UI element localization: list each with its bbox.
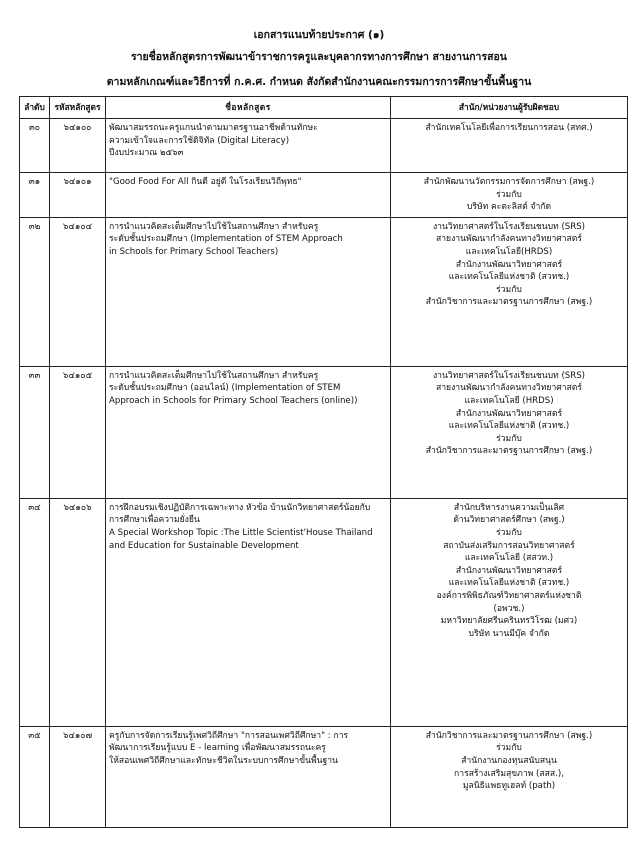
responsible-line: และเทคโนโลยี(HRDS) — [465, 246, 553, 257]
title-line: พัฒนาสมรรถนะครูแกนนำตามมาตรฐานอาชีพด้านทักษะ — [109, 123, 318, 133]
table-row — [20, 173, 628, 218]
responsible-line: (อพวช.) — [493, 603, 525, 614]
responsible-line: สำนักงานพัฒนาวิทยาศาสตร์ — [455, 565, 563, 576]
title-line: ระดับชั้นประถมศึกษา (ออนไลน์) (Implementation of STEM — [109, 383, 341, 394]
title-line: การฝึกอบรมเชิงปฏิบัติการเฉพาะทาง หัวข้อ บ้านนักวิทยาศาสตร์น้อยกับ — [109, 502, 371, 513]
column-header-responsible: สำนัก/หน่วยงานผู้รับผิดชอบ — [391, 97, 628, 119]
responsible-line: และเทคโนโลยีแห่งชาติ (สวทช.) — [448, 578, 570, 589]
responsible-line: มูลนิธิแพธทูเฮลท์ (path) — [462, 781, 556, 792]
responsible-line: ร่วมกับ — [496, 743, 522, 754]
title-line: and Education for Sustainable Development — [109, 540, 299, 551]
doc-title: รายชื่อหลักสูตรการพัฒนาข้าราชการครูและบุคลากรทางการศึกษา สายงานการสอน — [130, 51, 507, 63]
column-header-title: ชื่อหลักสูตร — [106, 97, 391, 119]
row-title-cell — [106, 366, 391, 498]
responsible-line: ร่วมกับ — [496, 284, 522, 295]
title-line: ให้สอนเพศวิถีศึกษาและทักษะชีวิตในระบบการศึกษาขั้นพื้นฐาน — [109, 755, 338, 766]
responsible-line: และเทคโนโลยี (สสวท.) — [464, 553, 554, 564]
column-header-code: รหัสหลักสูตร — [50, 97, 106, 119]
responsible-line: บริษัท คะตะลิสต์ จำกัด — [466, 202, 552, 213]
row-title-cell — [106, 217, 391, 366]
title-line: ระดับชั้นประถมศึกษา (Implementation of STEM Approach — [109, 234, 343, 245]
row-responsible-cell — [391, 366, 628, 498]
column-header-seq: ลำดับ — [20, 97, 50, 119]
title-line: ความเข้าใจและการใช้ดิจิทัล (Digital Literacy) — [109, 135, 290, 146]
responsible-line: ร่วมกับ — [496, 189, 522, 200]
row-code-cell: ๖๔๑๐๗ — [50, 726, 106, 827]
responsible-line: และเทคโนโลยีแห่งชาติ (สวทช.) — [448, 272, 570, 283]
title-line: การศึกษาเพื่อความยั่งยืน — [109, 515, 200, 526]
row-seq-cell: ๓๒ — [20, 217, 50, 366]
row-responsible-cell — [391, 498, 628, 726]
title-line: A Special Workshop Topic :The Little Scientist'House Thailand — [109, 527, 373, 538]
responsible-line: สายงานพัฒนากำลังคนทางวิทยาศาสตร์ — [435, 234, 582, 245]
table-row — [20, 119, 628, 173]
responsible-line: สำนักงานพัฒนาวิทยาศาสตร์ — [455, 408, 563, 419]
row-responsible-cell — [391, 119, 628, 173]
responsible-line: งานวิทยาศาสตร์ในโรงเรียนชนบท (SRS) — [432, 221, 586, 232]
title-line: ปีงบประมาณ ๒๕๖๓ — [109, 148, 184, 159]
responsible-line: สถาบันส่งเสริมการสอนวิทยาศาสตร์ — [443, 540, 575, 551]
title-line: Approach in Schools for Primary School Teachers (online)) — [109, 395, 358, 406]
responsible-line: ด้านวิทยาศาสตร์ศึกษา (สพฐ.) — [453, 515, 565, 526]
responsible-line: องค์การพิพิธภัณฑ์วิทยาศาสตร์แห่งชาติ — [436, 590, 582, 601]
row-code-cell: ๖๔๑๐๖ — [50, 498, 106, 726]
responsible-line: การสร้างเสริมสุขภาพ (สสส.), — [454, 768, 564, 779]
responsible-line: สำนักงานพัฒนาวิทยาศาสตร์ — [455, 259, 563, 270]
responsible-line: ร่วมกับ — [496, 433, 522, 444]
row-seq-cell: ๓๕ — [20, 726, 50, 827]
responsible-line: และเทคโนโลยีแห่งชาติ (สวทช.) — [448, 421, 570, 432]
row-title-cell — [106, 173, 391, 218]
responsible-line: สำนักเทคโนโลยีเพื่อการเรียนการสอน (สทศ.) — [425, 123, 593, 133]
title-line: การนำแนวคิดสะเต็มศึกษาไปใช้ในสถานศึกษา สำหรับครู — [109, 221, 319, 232]
title-line: พัฒนาการเรียนรู้แบบ E - learning เพื่อพัฒนาสมรรถนะครู — [109, 743, 326, 754]
row-responsible-cell — [391, 217, 628, 366]
responsible-line: งานวิทยาศาสตร์ในโรงเรียนชนบท (SRS) — [432, 370, 586, 381]
responsible-line: สำนักวิชาการและมาตรฐานการศึกษา (สพฐ.) — [425, 446, 593, 457]
row-seq-cell: ๓๑ — [20, 173, 50, 218]
row-responsible-cell — [391, 726, 628, 827]
title-line: การนำแนวคิดสะเต็มศึกษาไปใช้ในสถานศึกษา สำหรับครู — [109, 370, 319, 381]
row-code-cell: ๖๔๑๐๐ — [50, 119, 106, 173]
doc-attachment-label: เอกสารแนบท้ายประกาศ (๑) — [253, 29, 385, 41]
row-title-cell — [106, 119, 391, 173]
table-row — [20, 726, 628, 827]
row-code-cell: ๖๔๑๐๕ — [50, 366, 106, 498]
table-row — [20, 498, 628, 726]
row-seq-cell: ๓๐ — [20, 119, 50, 173]
responsible-line: มหาวิทยาลัยศรีนครินทรวิโรฒ (มศว) — [440, 616, 578, 627]
title-line: ครูกับการจัดการเรียนรู้เพศวิถีศึกษา "การสอนเพศวิถีศึกษา" : การ — [109, 730, 349, 741]
doc-subtitle: ตามหลักเกณฑ์และวิธีการที่ ก.ค.ศ. กำหนด สังกัดสำนักงานคณะกรรมการการศึกษาขั้นพื้นฐาน — [106, 76, 532, 88]
responsible-line: สำนักงานกองทุนสนับสนุน — [461, 755, 557, 766]
row-seq-cell: ๓๓ — [20, 366, 50, 498]
responsible-line: และเทคโนโลยี (HRDS) — [464, 395, 554, 406]
row-code-cell: ๖๔๑๐๑ — [50, 173, 106, 218]
table-row — [20, 217, 628, 366]
course-table — [19, 96, 628, 828]
row-title-cell — [106, 726, 391, 827]
table-header-row — [20, 97, 628, 119]
responsible-line: ร่วมกับ — [496, 527, 522, 538]
responsible-line: บริษัท นานมีบุ๊ค จำกัด — [468, 628, 550, 639]
row-title-cell — [106, 498, 391, 726]
responsible-line: สำนักพัฒนานวัตกรรมการจัดการศึกษา (สพฐ.) — [423, 177, 595, 187]
responsible-line: สายงานพัฒนากำลังคนทางวิทยาศาสตร์ — [435, 383, 582, 394]
title-line: "Good Food For All กินดี อยู่ดี ในโรงเรียนวิถีพุทธ" — [109, 177, 302, 187]
responsible-line: สำนักบริหารงานความเป็นเลิศ — [453, 502, 565, 513]
row-responsible-cell — [391, 173, 628, 218]
row-seq-cell: ๓๔ — [20, 498, 50, 726]
table-row — [20, 366, 628, 498]
row-code-cell: ๖๔๑๐๔ — [50, 217, 106, 366]
title-line: in Schools for Primary School Teachers) — [109, 246, 279, 257]
responsible-line: สำนักวิชาการและมาตรฐานการศึกษา (สพฐ.) — [425, 730, 593, 741]
responsible-line: สำนักวิชาการและมาตรฐานการศึกษา (สพฐ.) — [425, 297, 593, 308]
